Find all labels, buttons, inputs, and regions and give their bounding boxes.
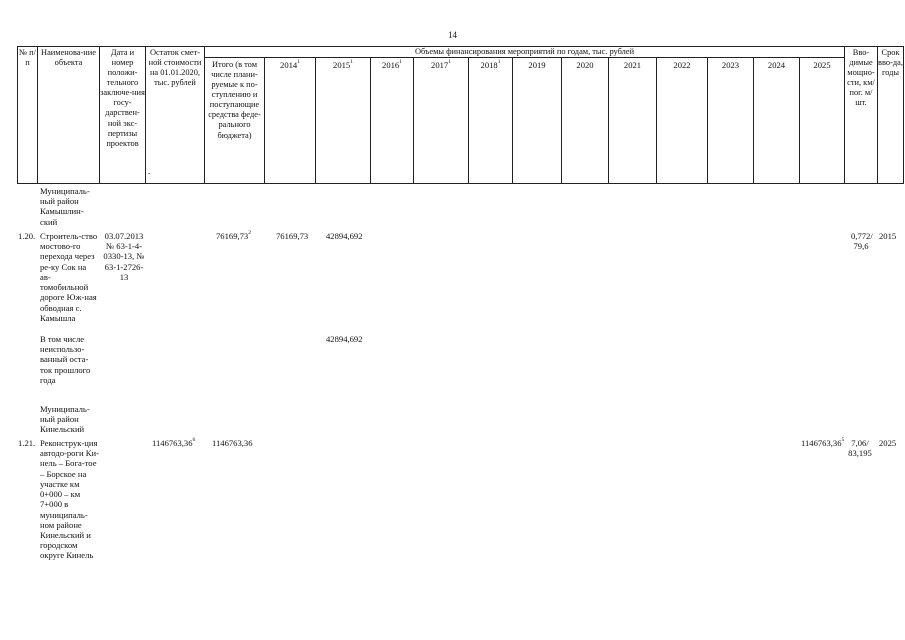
col-border bbox=[512, 57, 513, 183]
row-2-name: Реконструк-ция автодо-роги Ки-нель – Бога-тое – Борское на участке км 0+000 – км 7+000 в муниципаль-ном районе Кинельский и городском округе Кинель bbox=[40, 438, 99, 561]
col-border bbox=[561, 57, 562, 183]
header-term: Срок вво-да, годы bbox=[878, 48, 903, 78]
header-num: № п/п bbox=[19, 48, 36, 68]
row-2-num: 1.21. bbox=[18, 438, 36, 448]
header-year-2021: 2021 bbox=[623, 60, 642, 70]
header-year-2014: 2014$^1$ bbox=[280, 59, 300, 70]
col-border bbox=[370, 57, 371, 183]
header-year-2016: 2016$^1$ bbox=[382, 59, 402, 70]
row-2-district: Муниципаль-ный район Кинельский bbox=[40, 404, 90, 435]
header-total: Итого (в том числе плани-руемые к по-ступлению и поступающие средства феде-рального бюджета) bbox=[208, 60, 261, 140]
row-1-2015: 42894,692 bbox=[326, 231, 363, 241]
header-date: Дата и номер положи-тельного заключе-ния госу-дарствен-ной экс-пертизы проектов bbox=[100, 48, 145, 148]
header-bottom-border bbox=[17, 183, 904, 184]
header-year-2018: 2018$^1$ bbox=[480, 59, 501, 70]
col-border bbox=[799, 57, 800, 183]
page-number: 14 bbox=[448, 30, 457, 40]
row-2-capacity: 7,06/ 83,195 bbox=[848, 438, 872, 459]
header-capacity: Вво-димые мощно-сти, км/ пог. м/шт. bbox=[847, 48, 875, 108]
row-2-term: 2025 bbox=[879, 438, 897, 448]
header-year-2019: 2019 bbox=[528, 60, 546, 70]
col-border bbox=[707, 57, 708, 183]
header-year-2023: 2023 bbox=[721, 60, 740, 70]
row-2-2025: 1146763,36$^5$ bbox=[801, 437, 845, 448]
row-1-sub-2015: 42894,692 bbox=[326, 334, 363, 344]
group-title-divider bbox=[204, 57, 844, 58]
header-name: Наименова-ние объекта bbox=[41, 48, 96, 68]
col-border bbox=[903, 46, 904, 183]
col-border bbox=[413, 57, 414, 183]
row-2-total: 1146763,36 bbox=[212, 438, 253, 448]
col-border bbox=[37, 46, 38, 183]
row-1-total: 76169,73$^2$ bbox=[216, 230, 251, 241]
col-border bbox=[656, 57, 657, 183]
row-1-capacity: 0,772/ 79,6 bbox=[851, 231, 873, 252]
col-border bbox=[753, 57, 754, 183]
row-2-remainder: 1146763,36$^6$ bbox=[152, 437, 196, 448]
row-1-date: 03.07.2013 № 63-1-4-0330-13, № 63-1-2726-13 bbox=[103, 231, 145, 282]
header-remainder: Остаток смет-ной стоимости на 01.01.2020, тыс. рублей bbox=[148, 48, 202, 88]
row-1-num: 1.20. bbox=[18, 231, 36, 241]
col-border bbox=[264, 57, 265, 183]
row-1-term: 2015 bbox=[879, 231, 897, 241]
row-1-sub-label: В том числе неиспользо-ванный оста-ток прошлого года bbox=[40, 334, 91, 385]
header-year-2017: 2017$^1$ bbox=[431, 59, 451, 70]
header-year-2025: 2025 bbox=[813, 60, 831, 70]
header-year-2015: 2015$^1$ bbox=[333, 59, 353, 70]
header-year-2020: 2020 bbox=[576, 60, 594, 70]
row-1-2014: 76169,73 bbox=[276, 231, 309, 241]
col-border bbox=[608, 57, 609, 183]
row-1-district: Муниципаль-ный район Камышлин-ский bbox=[40, 186, 90, 227]
header-group-title: Объемы финансирования мероприятий по годам, тыс. рублей bbox=[414, 47, 635, 56]
stray-dot: . bbox=[148, 166, 151, 176]
header-year-2022: 2022 bbox=[673, 60, 691, 70]
col-border bbox=[315, 57, 316, 183]
row-1-name: Строитель-ство мостово-го перехода через ре-ку Сок на ав-томобильной дороге Юж-ная обводная с. Камышла bbox=[40, 231, 98, 323]
col-border bbox=[468, 57, 469, 183]
header-year-2024: 2024 bbox=[767, 60, 786, 70]
